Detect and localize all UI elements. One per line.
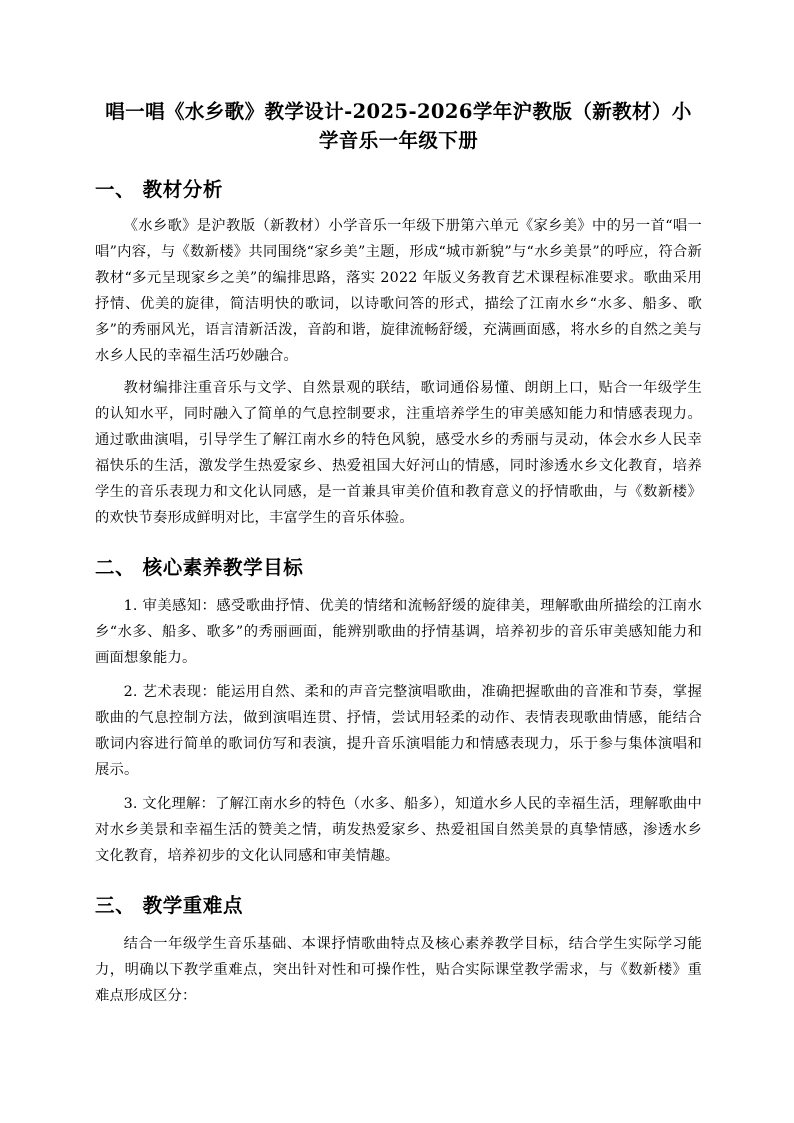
section-heading-key-difficult-points: 三、 教学重难点 <box>95 894 244 917</box>
document-title: 唱一唱《水乡歌》教学设计-2025-2026学年沪教版（新教材）小学音乐一年级下册 <box>105 100 692 152</box>
paragraph: 《水乡歌》是沪教版（新教材）小学音乐一年级下册第六单元《家乡美》中的另一首“唱一唱”内容，与《数新楼》共同围绕“家乡美”主题，形成“城市新貌”与“水乡美景”的呼应，符合新教材“多元呈现家乡之美”的编排思路，落实 2022 年版义务教育艺术课程标准要求。歌曲采用抒情、优美的旋律，简洁明快的歌词，以诗歌问答的形式，描绘了江南水乡“水多、船多、歌多”的秀丽风光，语言清新活泼，音韵和谐，旋律流畅舒缓，充满画面感，将水乡的自然之美与水乡人民的幸福生活巧妙融合。 <box>95 218 702 364</box>
goal-item-artistic-expression: 2. 艺术表现：能运用自然、柔和的声音完整演唱歌曲，准确把握歌曲的音准和节奏，掌握歌曲的气息控制方法，做到演唱连贯、抒情，尝试用轻柔的动作、表情表现歌曲情感，能结合歌词内容进行简单的歌词仿写和表演，提升音乐演唱能力和情感表现力，乐于参与集体演唱和展示。 <box>95 684 702 778</box>
paragraph: 结合一年级学生音乐基础、本课抒情歌曲特点及核心素养教学目标，结合学生实际学习能力，明确以下教学重难点，突出针对性和可操作性，贴合实际课堂教学需求，与《数新楼》重难点形成区分： <box>95 936 702 1004</box>
section-heading-core-literacy-goals: 二、 核心素养教学目标 <box>95 556 304 579</box>
section-heading-textbook-analysis: 一、 教材分析 <box>95 178 223 201</box>
goal-item-aesthetic-perception: 1. 审美感知：感受歌曲抒情、优美的情绪和流畅舒缓的旋律美，理解歌曲所描绘的江南水乡“水多、船多、歌多”的秀丽画面，能辨别歌曲的抒情基调，培养初步的音乐审美感知能力和画面想象能力。 <box>95 598 702 666</box>
paragraph: 教材编排注重音乐与文学、自然景观的联结，歌词通俗易懂、朗朗上口，贴合一年级学生的认知水平，同时融入了简单的气息控制要求，注重培养学生的审美感知能力和情感表现力。通过歌曲演唱，引导学生了解江南水乡的特色风貌，感受水乡的秀丽与灵动，体会水乡人民幸福快乐的生活，激发学生热爱家乡、热爱祖国大好河山的情感，同时渗透水乡文化教育，培养学生的音乐表现力和文化认同感，是一首兼具审美价值和教育意义的抒情歌曲，与《数新楼》的欢快节奏形成鲜明对比，丰富学生的音乐体验。 <box>95 380 702 526</box>
goal-item-cultural-understanding: 3. 文化理解：了解江南水乡的特色（水多、船多），知道水乡人民的幸福生活，理解歌曲中对水乡美景和幸福生活的赞美之情，萌发热爱家乡、热爱祖国自然美景的真挚情感，渗透水乡文化教育，培养初步的文化认同感和审美情趣。 <box>95 796 702 864</box>
